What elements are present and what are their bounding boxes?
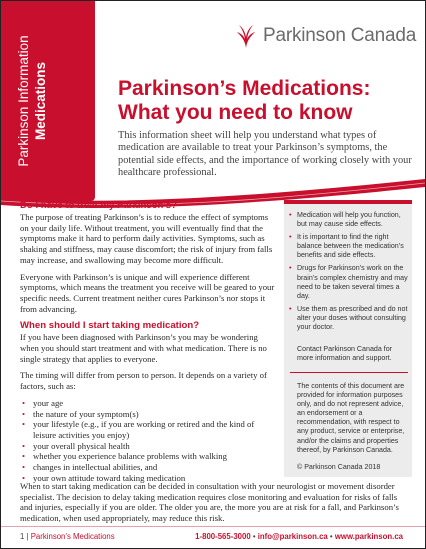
- section2-paragraph2: The timing will differ from person to person. It depends on a variety of factors, such as:: [20, 370, 267, 392]
- page-title: [118, 77, 418, 125]
- list-item: • It is important to find the right balance between the medication’s benefits and side effects.: [288, 233, 410, 260]
- key-points-list: [288, 211, 410, 336]
- disclaimer: The contents of this document are provided for information purposes only, and do not represent advice, an endorsement or a recommendation, with respect to any product, service or enterprise, and/or the claims and properties thereof, by Parkinson Canada.: [297, 382, 405, 454]
- section2-paragraph3: When to start taking medication can be decided in consultation with your neurologist or movement disorder specialist. The decision to delay taking medication requires close monitoring and evaluation for risks of falls and injuries, especially if you are older. The older you are, the more you are at risk for a fall, and Parkinson’s medication, when used appropriately, may reduce this risk.: [20, 481, 399, 524]
- logo: [234, 21, 416, 51]
- logo-text: Parkinson Canada: [263, 25, 417, 46]
- section-heading-start: When should I start taking medication?: [20, 320, 200, 332]
- factors-list: [20, 398, 275, 484]
- sidebar-title-line1: Parkinson Information: [16, 35, 31, 167]
- list-item: • Drugs for Parkinson’s work on the brain’s complex chemistry and may need to be taken several times a day.: [288, 264, 410, 300]
- footer-divider: [1, 526, 425, 527]
- tulip-logo-icon: [234, 22, 258, 50]
- section-heading-treat: Do I have to treat my Parkinson’s?: [20, 200, 177, 211]
- footer-phone: 1-800-565-3000: [195, 532, 251, 541]
- list-item: • Medication will help you function, but may cause side effects.: [288, 211, 410, 229]
- title-line2: What you need to know: [118, 101, 353, 124]
- list-item: • your lifestyle (e.g., if you are working or retired and the kind of leisure activities you enjoy): [20, 419, 275, 440]
- page-number: 1: [20, 532, 25, 541]
- contact-note: Contact Parkinson Canada for more information and support.: [297, 345, 393, 363]
- copyright: © Parkinson Canada 2018: [297, 463, 381, 471]
- list-item: • Use them as prescribed and do not alter your doses without consulting your doctor.: [288, 305, 410, 332]
- box-top-bar: [284, 200, 412, 204]
- section1-paragraph2: Everyone with Parkinson’s is unique and will experience different symptoms, which means the treatment you receive will be geared to your specific needs. Current treatment neither cures Parkinson’s nor stops it from advancing.: [20, 271, 275, 314]
- title-line1: Parkinson’s Medications:: [118, 77, 371, 100]
- footer-email[interactable]: info@parkinson.ca: [257, 532, 328, 541]
- sidebar-title-line2: Medications: [33, 62, 48, 141]
- section2-paragraph1: If you have been diagnosed with Parkinson’s you may be wondering when you should start treatment and with what medication. There is no single strategy that applies to everyone.: [20, 332, 267, 364]
- intro-paragraph: This information sheet will help you understand what types of medication are available to treat your Parkinson’s symptoms, the potential side effects, and the importance of working closely with your healthcare professional.: [118, 130, 412, 179]
- footer-website[interactable]: www.parkinson.ca: [334, 532, 403, 541]
- list-item: • the nature of your symptom(s): [20, 409, 275, 420]
- footer-page-info: 1 | Parkinson’s Medications: [20, 532, 115, 541]
- footer-doc-title: Parkinson’s Medications: [30, 532, 115, 541]
- key-points-box: [284, 200, 412, 477]
- list-item: • your age: [20, 398, 275, 409]
- section1-paragraph1: The purpose of treating Parkinson’s is to reduce the effect of symptoms on your daily life. Without treatment, you will eventually find that the symptoms make it hard to perform daily activities. Symptoms, such as shaking and stiffness, may cause discomfort; the risk of injury from falls may increase, and swallowing may become more difficult.: [20, 212, 273, 265]
- divider: [290, 372, 408, 373]
- footer-contact: 1-800-565-3000 • info@parkinson.ca • www.parkinson.ca: [195, 532, 403, 541]
- list-item: • changes in intellectual abilities, and: [20, 462, 275, 473]
- list-item: • your own attitude toward taking medication: [20, 473, 275, 484]
- main-column: [20, 200, 275, 485]
- list-item: • your overall physical health: [20, 441, 275, 452]
- list-item: • whether you experience balance problems with walking: [20, 451, 275, 462]
